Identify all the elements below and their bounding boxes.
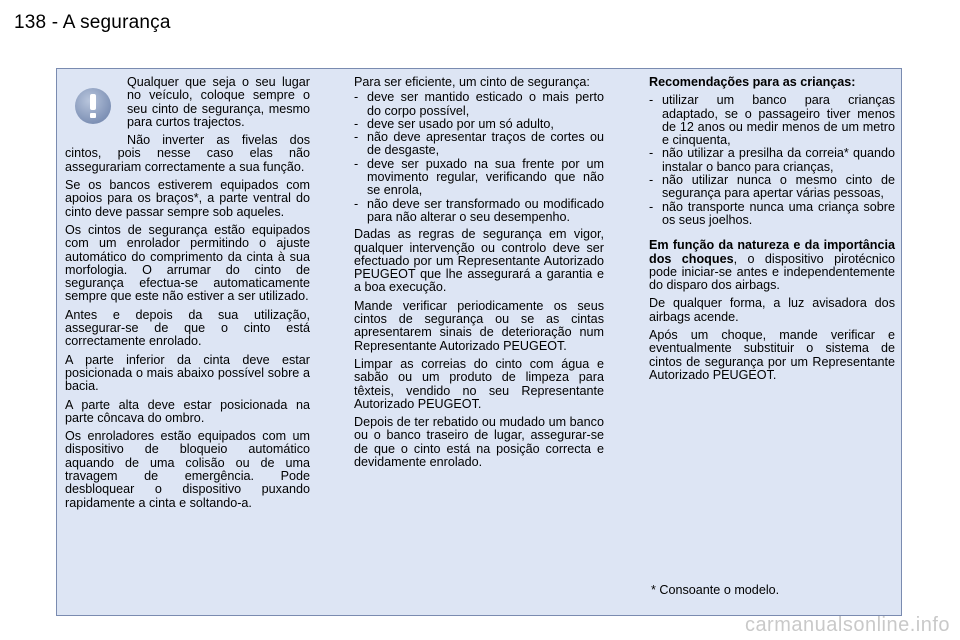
page-header: [14, 12, 171, 34]
impact-paragraph: [649, 239, 895, 292]
intro-paragraph: Qualquer que seja o seu lugar no veículo, coloque sempre o seu cinto de segurança, mesmo para curtos trajectos.: [127, 75, 310, 129]
list-item: - não deve apresentar traços de cortes ou de desgaste,: [354, 131, 604, 158]
paragraph: Após um choque, mande verificar e eventualmente substituir o sistema de cintos de segurança por um Representante Autorizado PEUGEOT.: [649, 328, 895, 382]
paragraph: Limpar as correias do cinto com água e sabão ou um produto de limpeza para têxteis, vendido no seu Representante Autorizado PEUGEOT.: [354, 356, 604, 411]
warning-exclamation-icon: [75, 88, 111, 124]
paragraph: Não inverter as fivelas dos cintos, pois nesse caso elas não assegurariam correctamente a sua função.: [65, 133, 310, 174]
impact-rest: , o dispositivo pirotécnico pode iniciar-se antes e independentemente do disparo dos airbags.: [649, 251, 895, 293]
paragraph: Se os bancos estiverem equipados com apoios para os braços*, a parte ventral do cinto deve passar sempre sob aqueles.: [65, 178, 310, 219]
column-middle: [354, 76, 604, 474]
list-item: - não transporte nunca uma criança sobre os seus joelhos.: [649, 201, 895, 228]
children-heading: Recomendações para as crianças:: [649, 75, 856, 89]
header-separator: -: [51, 12, 59, 33]
requirements-list: [354, 91, 604, 224]
list-item: - não utilizar nunca o mesmo cinto de segurança para apertar várias pessoas,: [649, 174, 895, 201]
impact-lead: Em função da natureza e da importância dos choques: [649, 238, 895, 266]
paragraph: A parte inferior da cinta deve estar posicionada o mais abaixo possível sobre a bacia.: [65, 352, 310, 394]
content-panel: [56, 68, 902, 616]
intro-paragraph: Para ser eficiente, um cinto de segurança:: [354, 75, 590, 89]
watermark: carmanualsonline.info: [744, 614, 950, 636]
list-item: - deve ser puxado na sua frente por um movimento regular, verificando que não se enrola,: [354, 158, 604, 198]
footnote: * Consoante o modelo.: [651, 583, 780, 597]
paragraph: Os cintos de segurança estão equipados com um enrolador permitindo o ajuste automático do comprimento da cinta à sua morfologia. O arrumar do cinto de segurança efectua-se automaticamente sempre que este não estiver a ser utilizado.: [65, 222, 310, 304]
list-item: - utilizar um banco para crianças adaptado, se o passageiro tiver menos de 12 anos ou medir menos de um metro e cinquenta,: [649, 94, 895, 147]
paragraph: Antes e depois da sua utilização, assegurar-se de que o cinto está correctamente enrolado.: [65, 307, 310, 349]
list-item: - não utilizar a presilha da correia* quando instalar o banco para crianças,: [649, 147, 895, 174]
warning-icon-wrap: [65, 78, 119, 138]
paragraph: A parte alta deve estar posicionada na parte côncava do ombro.: [65, 397, 310, 425]
paragraph: Os enroladores estão equipados com um dispositivo de bloqueio automático aquando de uma colisão ou de uma travagem de emergência. Pode desbloquear o dispositivo puxando rapidamente a cinta e soltando-a.: [65, 429, 310, 510]
column-right: [649, 76, 895, 387]
children-list: [649, 94, 895, 227]
paragraph: Dadas as regras de segurança em vigor, qualquer intervenção ou controlo deve ser efectuado por um Representante Autorizado PEUGEOT que lhe assegurará a garantia e a boa execução.: [354, 227, 604, 295]
page-number: 138: [14, 12, 47, 33]
paragraph: Depois de ter rebatido ou mudado um banco ou o banco traseiro de lugar, assegurar-se de que o cinto está na posição correcta e devidamente enrolado.: [354, 415, 604, 470]
section-title: A segurança: [62, 12, 171, 33]
list-item: - deve ser usado por um só adulto,: [354, 118, 604, 131]
paragraph: De qualquer forma, a luz avisadora dos airbags acende.: [649, 296, 895, 324]
paragraph: Mande verificar periodicamente os seus cintos de segurança ou se as cintas apresentarem sinais de deterioração num Representante Autorizado PEUGEOT.: [354, 298, 604, 353]
column-left: [65, 76, 310, 515]
list-item: - não deve ser transformado ou modificado para não alterar o seu desempenho.: [354, 198, 604, 225]
list-item: - deve ser mantido esticado o mais perto do corpo possível,: [354, 91, 604, 118]
